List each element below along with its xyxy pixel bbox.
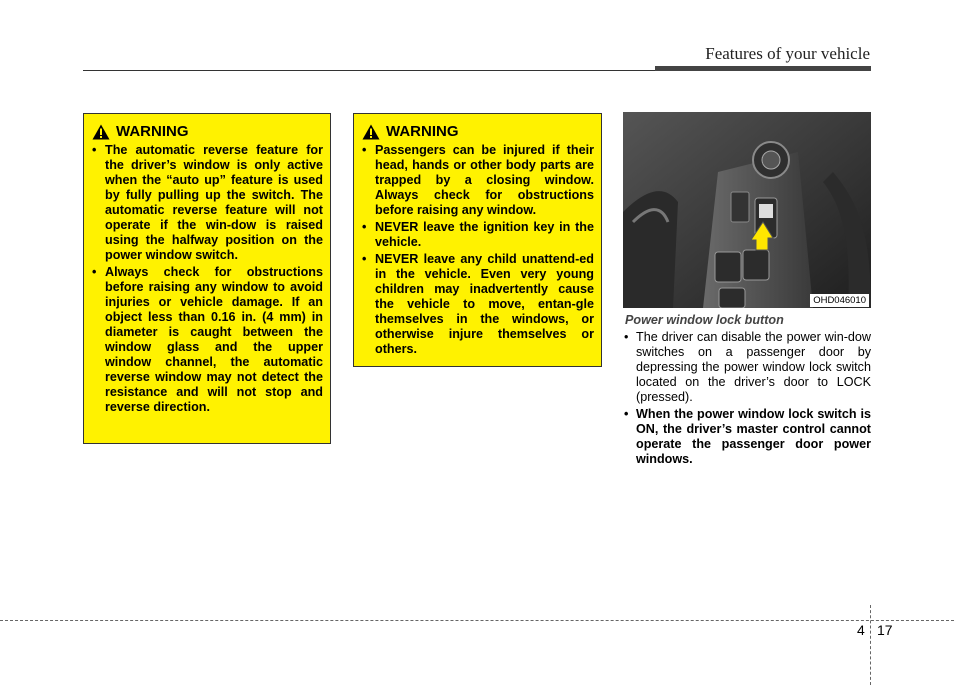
footer-vertical-dash [870, 605, 871, 685]
body-item: • When the power window lock switch is ON, the driver’s master control cannot operate the passenger door power windows. [622, 407, 871, 467]
warning-item: • Passengers can be injured if their head, hands or other body parts are trapped by a closing window. Always check for obstructions before raising any window. [362, 143, 594, 218]
warning-list [362, 143, 594, 357]
chapter-number: 4 [857, 622, 865, 638]
body-item: • The driver can disable the power win-dow switches on a passenger door by depressing the power window lock switch located on the driver’s door to LOCK (pressed). [622, 330, 871, 405]
page-number: 17 [877, 622, 893, 638]
warning-title: WARNING [116, 123, 189, 140]
figure-code: OHD046010 [810, 294, 869, 307]
warning-item: • NEVER leave any child unattend-ed in the vehicle. Even very young children may inadvertently cause the vehicle to move, entan-gle themselves in the windows, or otherwise injure themselves or others. [362, 252, 594, 357]
power-window-switch-photo [623, 112, 871, 308]
header-title: Features of your vehicle [705, 44, 870, 63]
warning-triangle-icon [362, 124, 380, 140]
header-bar [655, 66, 871, 71]
figure-caption: Power window lock button [625, 313, 784, 327]
warning-box-passenger-injury [353, 113, 602, 367]
warning-item: • Always check for obstructions before raising any window to avoid injuries or vehicle damage. If an object less than 0.16 in. (4 mm) in diameter is caught between the window glass and the upper window channel, the automatic reverse window may not detect the resistance and will not stop and reverse direction. [92, 265, 323, 415]
warning-triangle-icon [92, 124, 110, 140]
door-panel-illustration [623, 112, 871, 308]
footer-dash-line [0, 620, 954, 621]
warning-title: WARNING [386, 123, 459, 140]
warning-item: • The automatic reverse feature for the driver’s window is only active when the “auto up” feature is used by fully pulling up the switch. The automatic reverse feature will not operate if the win-dow is raised using the halfway position on the power window switch. [92, 143, 323, 263]
body-list [622, 330, 871, 469]
warning-item: • NEVER leave the ignition key in the vehicle. [362, 220, 594, 250]
warning-box-auto-reverse [83, 113, 331, 444]
warning-list [92, 143, 323, 415]
